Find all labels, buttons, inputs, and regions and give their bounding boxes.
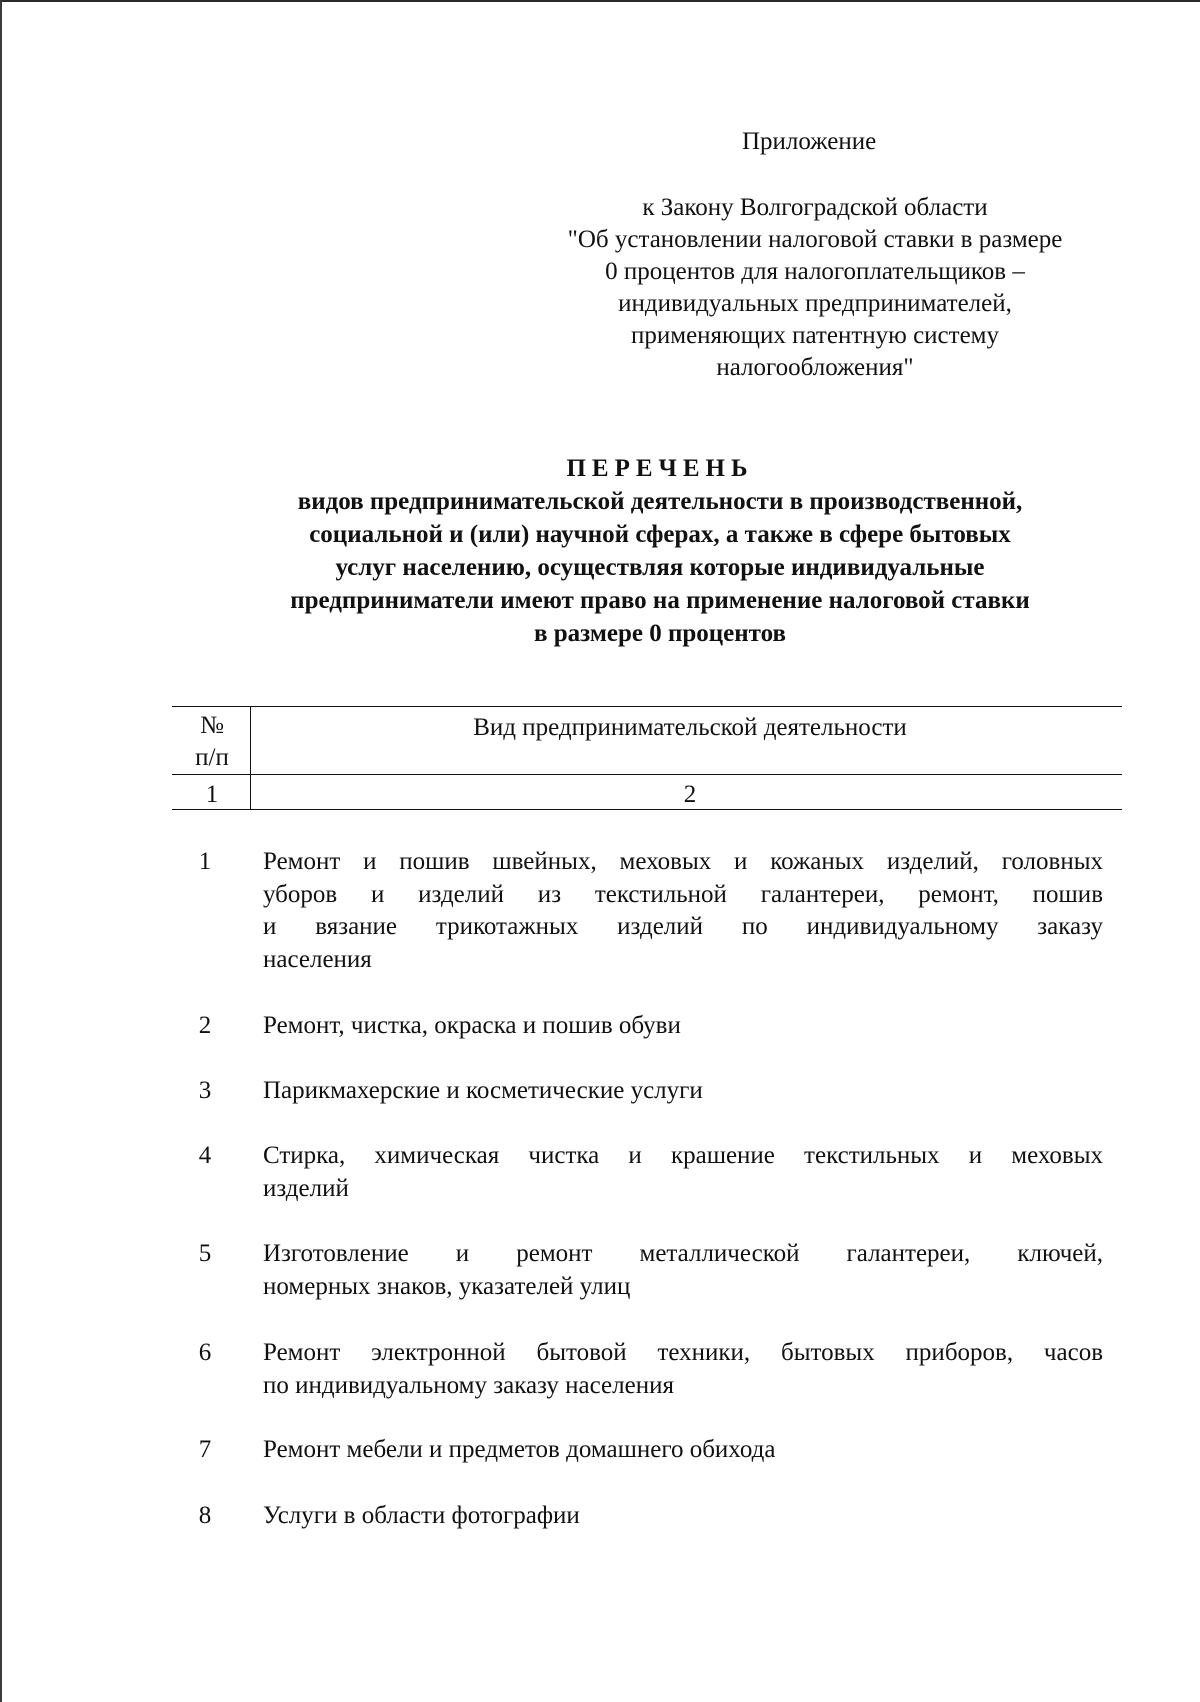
list-item (190, 1238, 1120, 1310)
list-item-line: и вязание трикотажных изделий по индивидуальному заказу (263, 913, 1103, 940)
list-item-text (263, 1337, 1103, 1402)
list-item-line: населения (263, 945, 372, 973)
list-item (190, 1434, 1120, 1474)
list-item-number: 1 (198, 848, 212, 875)
column-header-number-line2: п/п (195, 744, 229, 771)
appendix-line: "Об установлении налоговой ставки в размере (567, 226, 1063, 253)
list-item-line: Парикмахерские и косметические услуги (263, 1077, 703, 1104)
list-item-number: 3 (198, 1077, 212, 1104)
list-item-text (263, 1010, 1103, 1043)
list-item-text (263, 1238, 1103, 1303)
column-header-number-line1: № (200, 712, 224, 739)
scan-edge-left (0, 0, 2, 1702)
heading-line: социальной и (или) научной сферах, а также в сфере бытовых (309, 521, 1011, 548)
list-item-number: 6 (198, 1339, 212, 1366)
list-item (190, 1500, 1120, 1540)
list-item (190, 1337, 1120, 1409)
list-item-text (263, 846, 1103, 976)
list-item-number: 7 (198, 1436, 212, 1463)
appendix-line: индивидуальных предпринимателей, (618, 290, 1012, 317)
column-index-2: 2 (683, 781, 697, 808)
list-item-number: 2 (198, 1012, 212, 1039)
list-item-number: 4 (198, 1142, 212, 1169)
heading-line: в размере 0 процентов (533, 620, 786, 647)
appendix-subtitle (530, 192, 1100, 384)
list-item-line: Изготовление и ремонт металлической галантереи, ключей, (263, 1240, 1103, 1267)
heading-title: ПЕРЕЧЕНЬ (566, 455, 754, 482)
list-item-line: Ремонт и пошив швейных, меховых и кожаных изделий, головных (263, 848, 1103, 875)
list-item-line: Услуги в области фотографии (263, 1502, 580, 1529)
scan-edge-top (0, 0, 1200, 2)
table-top-rule (172, 706, 1122, 707)
appendix-line: к Закону Волгоградской области (642, 194, 988, 221)
table-mid-rule (172, 774, 1122, 775)
heading-line: услуг населению, осуществляя которые индивидуальные (335, 554, 985, 581)
list-item (190, 846, 1120, 986)
list-item-text (263, 1140, 1103, 1205)
list-item-line: уборов и изделий из текстильной галантереи, ремонт, пошив (263, 880, 1103, 908)
list-item-line: Ремонт, чистка, окраска и пошив обуви (263, 1012, 681, 1039)
column-index-1: 1 (205, 781, 219, 808)
appendix-line: 0 процентов для налогоплательщиков – (605, 258, 1025, 285)
list-item (190, 1075, 1120, 1115)
appendix-title: Приложение (742, 128, 877, 155)
list-item-line: по индивидуальному заказу населения (263, 1371, 674, 1399)
list-item-line: изделий (263, 1174, 349, 1202)
list-item-text (263, 1434, 1103, 1467)
appendix-line: применяющих патентную систему (631, 322, 999, 349)
list-item-line: Стирка, химическая чистка и крашение текстильных и меховых (263, 1142, 1103, 1169)
heading-line: предприниматели имеют право на применение налоговой ставки (290, 587, 1030, 614)
list-item-line: Ремонт электронной бытовой техники, бытовых приборов, часов (263, 1339, 1103, 1366)
list-item-text (263, 1075, 1103, 1108)
list-item-line: Ремонт мебели и предметов домашнего обихода (263, 1436, 776, 1463)
list-item-number: 8 (198, 1502, 212, 1529)
list-item-text (263, 1500, 1103, 1533)
list-item-number: 5 (198, 1240, 212, 1267)
list-item-line: номерных знаков, указателей улиц (263, 1272, 631, 1300)
list-item (190, 1140, 1120, 1212)
appendix-line: налогообложения" (716, 354, 914, 381)
heading-line: видов предпринимательской деятельности в производственной, (297, 488, 1023, 515)
document-heading (160, 452, 1160, 650)
column-header-number (172, 710, 252, 774)
list-item (190, 1010, 1120, 1050)
column-header-kind: Вид предпринимательской деятельности (473, 714, 907, 741)
